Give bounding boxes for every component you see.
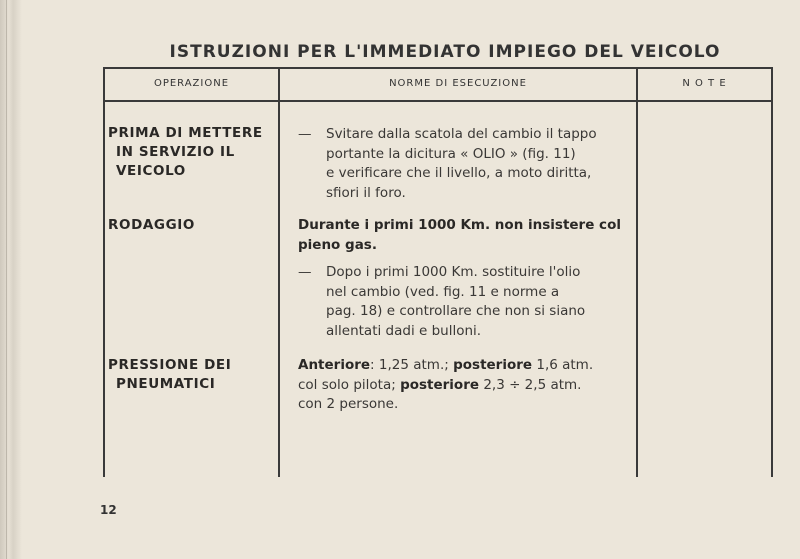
norm-text: 1,6 atm. — [532, 357, 594, 373]
table-right-rule — [771, 67, 773, 477]
norm-line: allentati dadi e bulloni. — [326, 322, 482, 339]
norm-line: sfiori il foro. — [326, 184, 406, 201]
norm-line — [298, 263, 623, 283]
norm-line: con 2 persone. — [298, 396, 399, 412]
norm-pressione — [298, 356, 623, 415]
binding-edge — [0, 0, 22, 559]
norm-text: Dopo i primi 1000 Km. sostituire l'olio — [326, 264, 581, 280]
operation-pressione — [108, 356, 278, 394]
norm-rodaggio — [298, 263, 623, 341]
operation-rodaggio — [108, 216, 278, 235]
column-header-note: N O T E — [682, 78, 727, 89]
norm-text: : 1,25 atm.; — [370, 357, 454, 373]
page-number: 12 — [100, 503, 117, 517]
norm-prima — [298, 125, 623, 203]
label-posteriore: posteriore — [453, 357, 533, 373]
column-header-operazione: OPERAZIONE — [153, 78, 230, 89]
norm-text: 2,3 ÷ 2,5 atm. — [479, 376, 582, 393]
label-posteriore: posteriore — [400, 376, 480, 393]
operation-line: VEICOLO — [116, 163, 186, 179]
operation-line: PRESSIONE DEI — [108, 357, 232, 373]
operation-prima — [108, 124, 278, 181]
page-title: ISTRUZIONI PER L'IMMEDIATO IMPIEGO DEL VEICOLO — [169, 42, 721, 62]
norm-line: e verificare che il livello, a moto diritta, — [326, 165, 592, 181]
column-divider-2 — [636, 67, 638, 477]
norm-line — [298, 376, 623, 396]
norm-line: nel cambio (ved. fig. 11 e norme a — [326, 283, 560, 300]
norm-text: Svitare dalla scatola del cambio il tappo — [326, 126, 597, 142]
norm-line: pag. 18) e controllare che non si siano — [326, 303, 586, 319]
table-left-rule — [103, 67, 105, 477]
dash-mark: — — [298, 126, 312, 142]
norm-line-bold: pieno gas. — [298, 236, 377, 253]
operation-line: IN SERVIZIO IL — [116, 144, 235, 160]
norm-line — [298, 356, 623, 376]
column-header-norme: NORME DI ESECUZIONE — [389, 78, 527, 89]
operation-line: PRIMA DI METTERE — [108, 125, 263, 141]
dash-mark: — — [298, 264, 312, 280]
norm-line: portante la dicitura « OLIO » (fig. 11) — [326, 145, 576, 162]
operation-line: PNEUMATICI — [116, 376, 216, 392]
norm-text: col solo pilota; — [298, 376, 401, 393]
norm-rodaggio-bold — [298, 216, 623, 255]
header-rule — [103, 100, 773, 102]
operation-line: RODAGGIO — [108, 217, 195, 233]
label-anteriore: Anteriore — [298, 357, 371, 373]
norm-line — [298, 125, 623, 145]
norm-line-bold: Durante i primi 1000 Km. non insistere col — [298, 217, 621, 233]
column-divider-1 — [278, 67, 280, 477]
